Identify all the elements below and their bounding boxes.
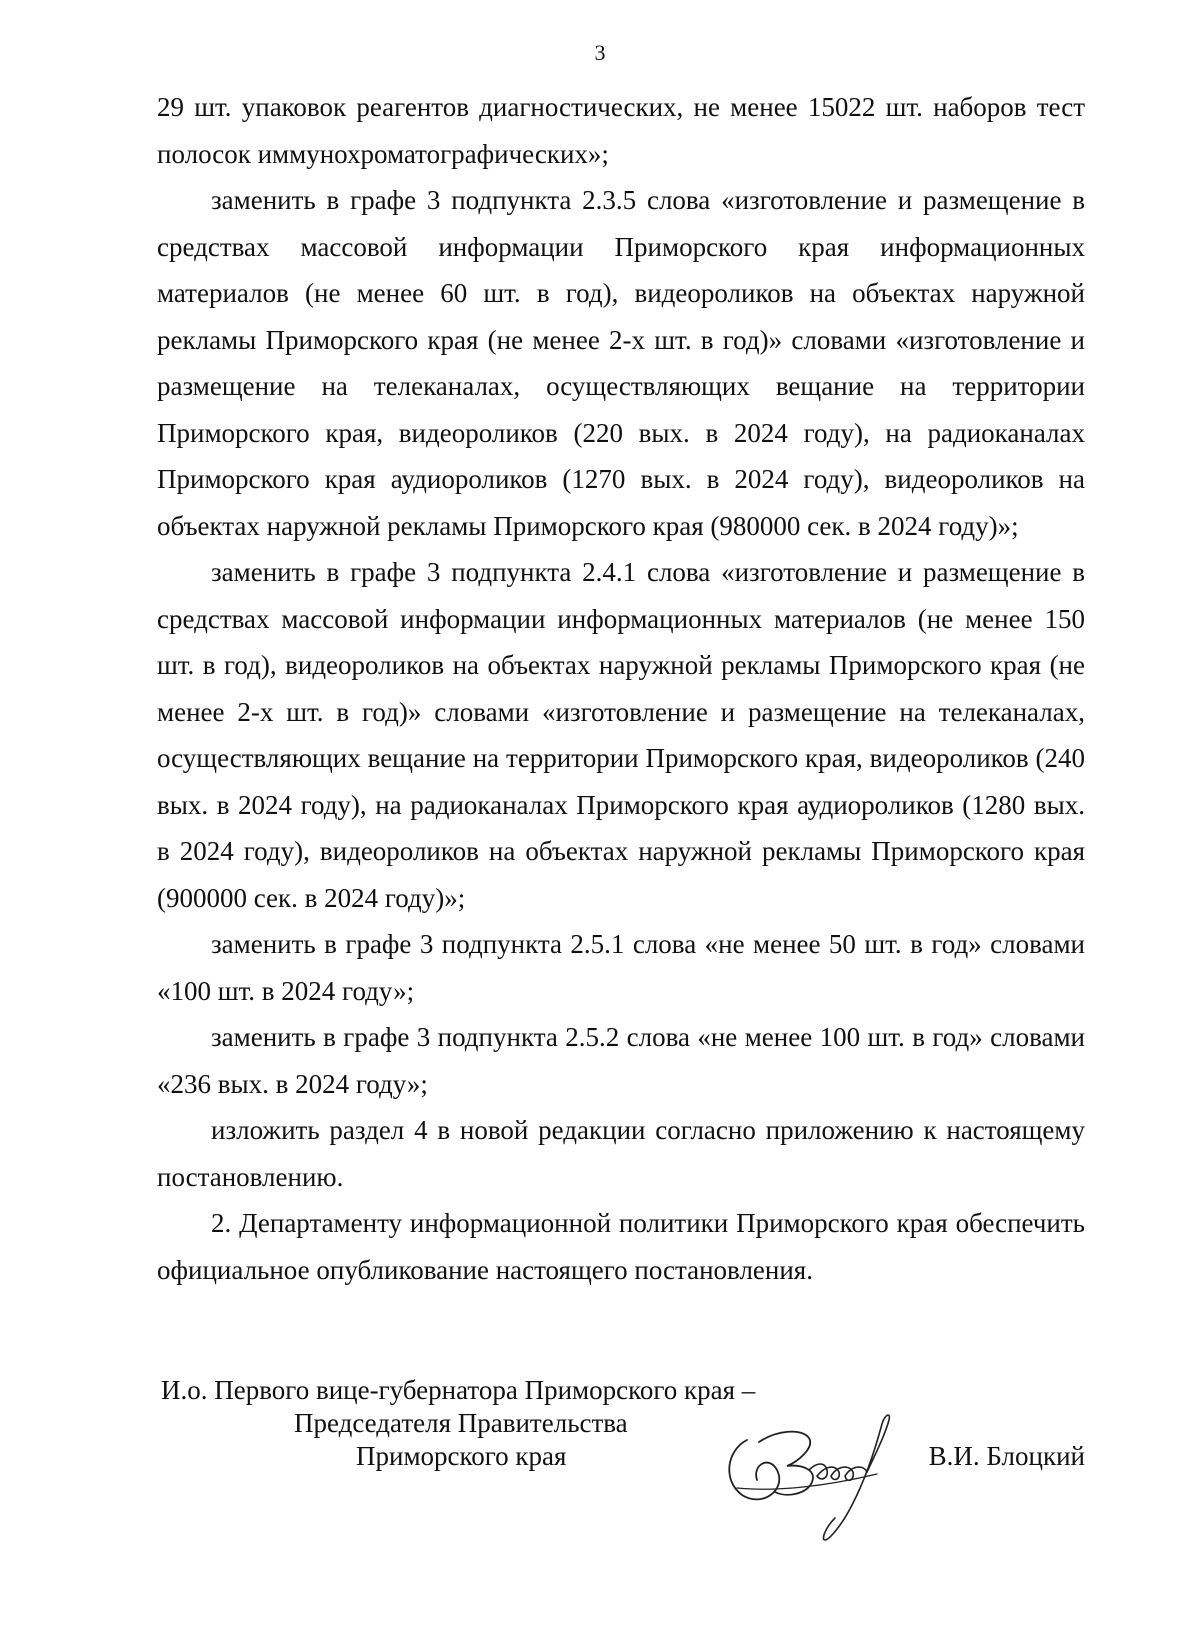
signer-title-line-1: И.о. Первого вице-губернатора Приморского края – xyxy=(161,1375,756,1405)
paragraph-continuation: 29 шт. упаковок реагентов диагностических, не менее 15022 шт. наборов тест полосок иммунохроматографических»; xyxy=(157,92,1085,169)
document-body xyxy=(157,84,1085,1293)
signer-title-line-3: Приморского края xyxy=(356,1441,567,1471)
signer-title-line-2: Председателя Правительства xyxy=(294,1408,628,1438)
paragraph-amend-2-4-1: заменить в графе 3 подпункта 2.4.1 слова «изготовление и размещение в средствах массовой информации информационных материалов (не менее 150 шт. в год), видеороликов на объектах наружной рекламы Приморского края (не менее 2-х шт. в год)» словами «изготовление и размещение на телеканалах, осуществляющих вещание на территории Приморского края, видеороликов (240 вых. в 2024 году), на радиоканалах Приморского края аудиороликов (1280 вых. в 2024 году), видеороликов на объектах наружной рекламы Приморского края (900000 сек. в 2024 году)»; xyxy=(157,557,1085,913)
signer-name: В.И. Блоцкий xyxy=(928,1441,1085,1471)
paragraph-amend-2-3-5: заменить в графе 3 подпункта 2.3.5 слова «изготовление и размещение в средствах массовой информации Приморского края информационных материалов (не менее 60 шт. в год), видеороликов на объектах наружной рекламы Приморского края (не менее 2-х шт. в год)» словами «изготовление и размещение на телеканалах, осуществляющих вещание на территории Приморского края, видеороликов (220 вых. в 2024 году), на радиоканалах Приморского края аудиороликов (1270 вых. в 2024 году), видеороликов на объектах наружной рекламы Приморского края (980000 сек. в 2024 году)»; xyxy=(157,185,1085,541)
paragraph-amend-2-5-1: заменить в графе 3 подпункта 2.5.1 слова «не менее 50 шт. в год» словами «100 шт. в 2024 году»; xyxy=(157,929,1085,1006)
page-number: 3 xyxy=(594,40,606,65)
paragraph-section-4: изложить раздел 4 в новой редакции согласно приложению к настоящему постановлению. xyxy=(157,1115,1085,1192)
handwritten-signature xyxy=(717,1400,917,1550)
signature-block xyxy=(157,1374,1085,1554)
paragraph-item-2: 2. Департаменту информационной политики Приморского края обеспечить официальное опубликование настоящего постановления. xyxy=(157,1208,1085,1285)
paragraph-amend-2-5-2: заменить в графе 3 подпункта 2.5.2 слова «не менее 100 шт. в год» словами «236 вых. в 2024 году»; xyxy=(157,1022,1085,1099)
